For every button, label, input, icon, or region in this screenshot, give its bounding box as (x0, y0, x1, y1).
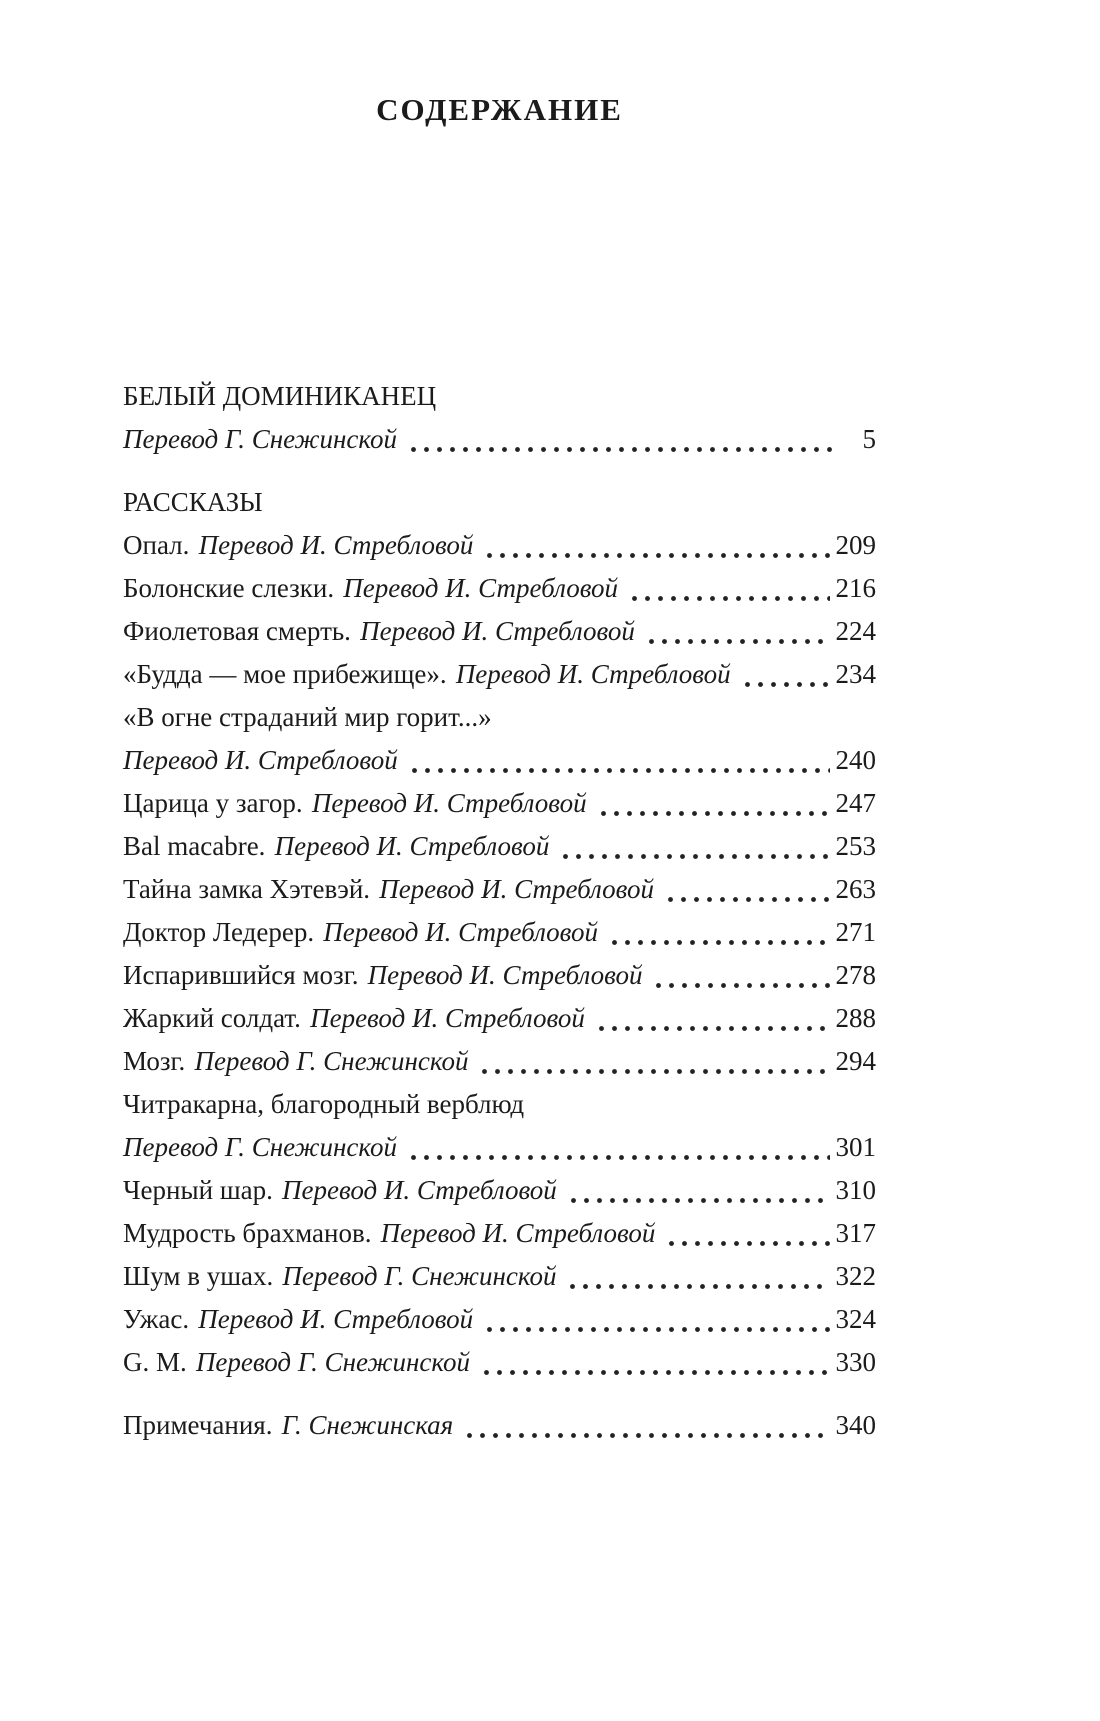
work-title: Доктор Ледерер. (123, 917, 315, 947)
work-title: Царица у загор. (123, 788, 303, 818)
page-number: 240 (835, 745, 876, 775)
dot-leader (567, 1198, 830, 1203)
toc-row (123, 911, 876, 954)
translator-credit: Перевод И. Стребловой (367, 960, 643, 990)
dot-leader (652, 983, 829, 988)
work-title: Bal macabre. (123, 831, 266, 861)
toc-row (123, 782, 876, 825)
page-number: 330 (835, 1347, 876, 1377)
work-title: Читракарна, благородный верблюд (123, 1089, 525, 1119)
page-number: 340 (835, 1410, 876, 1440)
table-of-contents (123, 375, 876, 1447)
toc-row (123, 375, 876, 418)
dot-leader (597, 811, 830, 816)
page-number: 288 (835, 1003, 876, 1033)
work-title: Ужас. (123, 1304, 190, 1334)
page-number: 224 (835, 616, 876, 646)
translator-credit: Перевод И. Стребловой (311, 788, 587, 818)
page-number: 234 (835, 659, 876, 689)
translator-credit: Перевод И. Стребловой (379, 874, 654, 904)
page-number: 5 (862, 424, 876, 454)
toc-row (123, 739, 876, 782)
toc-row (123, 997, 876, 1040)
translator-credit: Перевод И. Стребловой (274, 831, 550, 861)
dot-leader (407, 447, 836, 452)
work-title: G. M. (123, 1347, 187, 1377)
translator-credit: Перевод И. Стребловой (123, 745, 398, 775)
dot-leader (566, 1284, 829, 1289)
work-title: Мудрость брахманов. (123, 1218, 372, 1248)
work-title: Черный шар. (123, 1175, 273, 1205)
dot-leader (407, 1155, 829, 1160)
toc-row (123, 1040, 876, 1083)
toc-row (123, 868, 876, 911)
page-number: 301 (835, 1132, 876, 1162)
translator-credit: Перевод И. Стребловой (282, 1175, 557, 1205)
translator-credit: Перевод Г. Снежинской (123, 1132, 398, 1162)
dot-leader (463, 1433, 829, 1438)
page-number: 324 (835, 1304, 876, 1334)
page-number: 310 (835, 1175, 876, 1205)
toc-row (123, 653, 876, 696)
author-credit: Г. Снежинская (281, 1410, 454, 1440)
translator-credit: Перевод И. Стребловой (455, 659, 731, 689)
translator-credit: Перевод Г. Снежинской (123, 424, 398, 454)
toc-row (123, 610, 876, 653)
dot-leader (628, 596, 829, 601)
work-title: Шум в ушах. (123, 1261, 274, 1291)
dot-leader (480, 1370, 830, 1375)
work-title: «Будда — мое прибежище». (123, 659, 447, 689)
toc-row (123, 1298, 876, 1341)
translator-credit: Перевод И. Стребловой (198, 530, 474, 560)
work-title: Мозг. (123, 1046, 186, 1076)
dot-leader (408, 768, 830, 773)
toc-row (123, 1083, 876, 1126)
translator-credit: Перевод Г. Снежинской (195, 1347, 470, 1377)
toc-content (123, 0, 876, 1447)
translator-credit: Перевод И. Стребловой (310, 1003, 585, 1033)
dot-leader (665, 1241, 829, 1246)
dot-leader (483, 1327, 829, 1332)
work-title: Болонские слезки. (123, 573, 335, 603)
work-title: Тайна замка Хэтевэй. (123, 874, 371, 904)
work-title: Жаркий солдат. (123, 1003, 301, 1033)
dot-leader (664, 897, 830, 902)
dot-leader (483, 553, 829, 558)
page-number: 271 (835, 917, 876, 947)
translator-credit: Перевод И. Стребловой (360, 616, 635, 646)
page-number: 253 (835, 831, 876, 861)
page-number: 263 (835, 874, 876, 904)
work-title: Примечания. (123, 1410, 273, 1440)
work-title: Фиолетовая смерть. (123, 616, 351, 646)
dot-leader (595, 1026, 830, 1031)
page-number: 278 (835, 960, 876, 990)
page-number: 322 (835, 1261, 876, 1291)
toc-row (123, 567, 876, 610)
translator-credit: Перевод И. Стребловой (198, 1304, 474, 1334)
toc-row (123, 1212, 876, 1255)
dot-leader (478, 1069, 829, 1074)
translator-credit: Перевод И. Стребловой (343, 573, 619, 603)
toc-row (123, 696, 876, 739)
toc-row (123, 524, 876, 567)
translator-credit: Перевод И. Стребловой (323, 917, 599, 947)
page-number: 209 (835, 530, 876, 560)
page-number: 247 (835, 788, 876, 818)
page-number: 294 (835, 1046, 876, 1076)
toc-row (123, 825, 876, 868)
toc-row (123, 1255, 876, 1298)
toc-row (123, 1169, 876, 1212)
page-number: 317 (835, 1218, 876, 1248)
translator-credit: Перевод И. Стребловой (380, 1218, 656, 1248)
work-title: Испарившийся мозг. (123, 960, 359, 990)
section-heading: БЕЛЫЙ ДОМИНИКАНЕЦ (123, 381, 437, 411)
translator-credit: Перевод Г. Снежинской (194, 1046, 469, 1076)
work-title: «В огне страданий мир горит...» (123, 702, 492, 732)
toc-row (123, 1404, 876, 1447)
section-heading: РАССКАЗЫ (123, 487, 263, 517)
page-number: 216 (835, 573, 876, 603)
translator-credit: Перевод Г. Снежинской (282, 1261, 557, 1291)
toc-row (123, 418, 876, 461)
toc-row (123, 1341, 876, 1384)
toc-row (123, 954, 876, 997)
page-title: СОДЕРЖАНИЕ (376, 92, 623, 127)
dot-leader (645, 639, 830, 644)
dot-leader (559, 854, 829, 859)
dot-leader (741, 682, 830, 687)
dot-leader (608, 940, 829, 945)
work-title: Опал. (123, 530, 190, 560)
toc-row (123, 481, 876, 524)
toc-row (123, 1126, 876, 1169)
